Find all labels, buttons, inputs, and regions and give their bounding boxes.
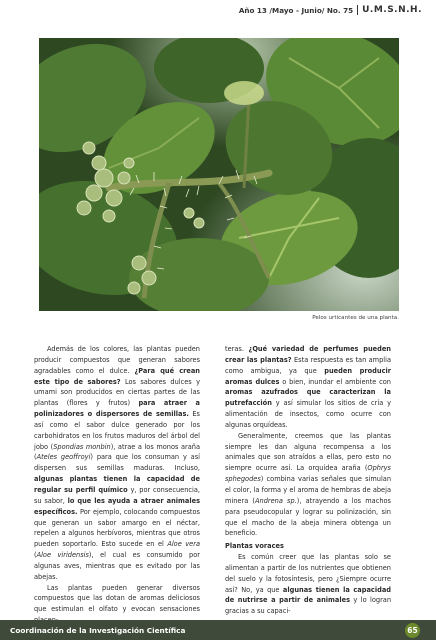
italic-text: Aloe vera (167, 540, 200, 549)
italic-text: Ophrys sphegodes (225, 464, 391, 484)
text-run: Es común creer que las plantas solo se alimentan a partir de los nutrientes que obtienen del suelo y la fotosíntesis, pero ¿Siempre ocurre así? No, ya que (225, 553, 391, 594)
bold-text: para atraer a polinizadores o dispersores de semillas. (34, 399, 200, 419)
text-column-right (225, 344, 391, 617)
bold-text: lo que les ayuda a atraer animales específicos. (34, 496, 200, 516)
bold-text: algunas tienen la capacidad de nutrirse a partir de animales (225, 585, 391, 605)
paragraph (34, 344, 200, 583)
issue-info: Año 13 /Mayo - Junio/ No. 75 (238, 5, 354, 15)
section-heading: Plantas voraces (225, 542, 284, 551)
bold-text: ¿Qué variedad de perfumes pueden crear las plantas? (225, 345, 392, 364)
text-run: ) combina varias señales que simulan el color, la forma y el aroma de hembras de abeja minera ( (225, 475, 391, 505)
italic-text: Andrena sp. (255, 496, 297, 505)
text-run: Es así como el sabor dulce generado por los carbohidratos en los frutos maduros del árbol del jobo ( (34, 410, 200, 451)
header-separator (357, 5, 358, 15)
text-run: y, por consecuencia, su sabor, (34, 485, 200, 505)
text-run: Además de los colores, las plantas pueden producir compuestos que generan sabores agradables como el dulce. (34, 345, 200, 375)
bold-text: ¿Para qué crean este tipo de sabores? (34, 366, 200, 386)
photo-caption: Pelos urticantes de una planta. (312, 315, 399, 321)
text-run: ( (34, 551, 37, 560)
bold-text: aromas azufrados que caracterizan la putrefacción (225, 388, 391, 408)
text-run: o bien, inundar el ambiente con (279, 377, 391, 386)
bold-text: algunas plantas tienen la capacidad de regular su perfil químico (34, 475, 200, 494)
text-run: Los sabores dulces y umami son producidos en ciertas partes de las plantas (flores y frutos) (34, 377, 200, 408)
text-run: y lo logran gracias a su capaci- (225, 596, 391, 616)
text-run: Las plantas pueden generar diversos compuestos que las dotan de aromas deliciosos que estimulan el olfato y evocan sensaciones (34, 583, 200, 614)
text-run: ), el cual es consumido por algunas aves, mientras que es evitado por las abejas. (34, 551, 200, 581)
plant-photo (39, 38, 399, 311)
institution-name: U.M.S.N.H. (362, 5, 422, 15)
paragraph (225, 344, 391, 431)
italic-text: Spondias monbin (53, 442, 111, 451)
text-run: teras. (225, 345, 249, 353)
plant-photo-illustration (39, 38, 399, 311)
text-run: Por ejemplo, colocando compuestos que generan un sabor amargo en el néctar, repelen a algunos herbívoros, mientras que otros pueden soportarlo. Esto sucede en el (34, 507, 200, 549)
footer-text: Coordinación de la Investigación Científica (10, 626, 186, 635)
text-run: y así simular los sitios de cría y alimentación de insectos, como ocurre con algunas orquídeas. (225, 399, 391, 429)
italic-text: Ateles geoffroyi (36, 453, 91, 462)
page-footer (0, 620, 436, 640)
text-run: ), atrayendo a los machos para pseudocopular y lograr su polinización, sin que el macho de la abeja minera obtenga un beneficio. (225, 496, 391, 538)
text-run: ) para que los consuman y así dispersen sus semillas maduras. Incluso, (34, 453, 200, 473)
text-run: Esta respuesta es tan amplia como ambigua, ya que (225, 355, 391, 375)
bold-text: pueden producir aromas dulces (225, 366, 391, 386)
page-header (239, 4, 422, 16)
page-number: 65 (405, 623, 420, 638)
paragraph (225, 431, 391, 539)
text-run: Generalmente, creemos que las plantas siempre les dan alguna recompensa a los animales que son atraídos a ellas, pero esto no siempre ocurre así. La orquídea araña ( (225, 431, 391, 473)
text-run: ), atrae a los monos araña ( (34, 442, 200, 462)
paragraph (225, 552, 391, 617)
text-column-left (34, 344, 200, 626)
italic-text: Aloe viridensis (36, 551, 89, 560)
